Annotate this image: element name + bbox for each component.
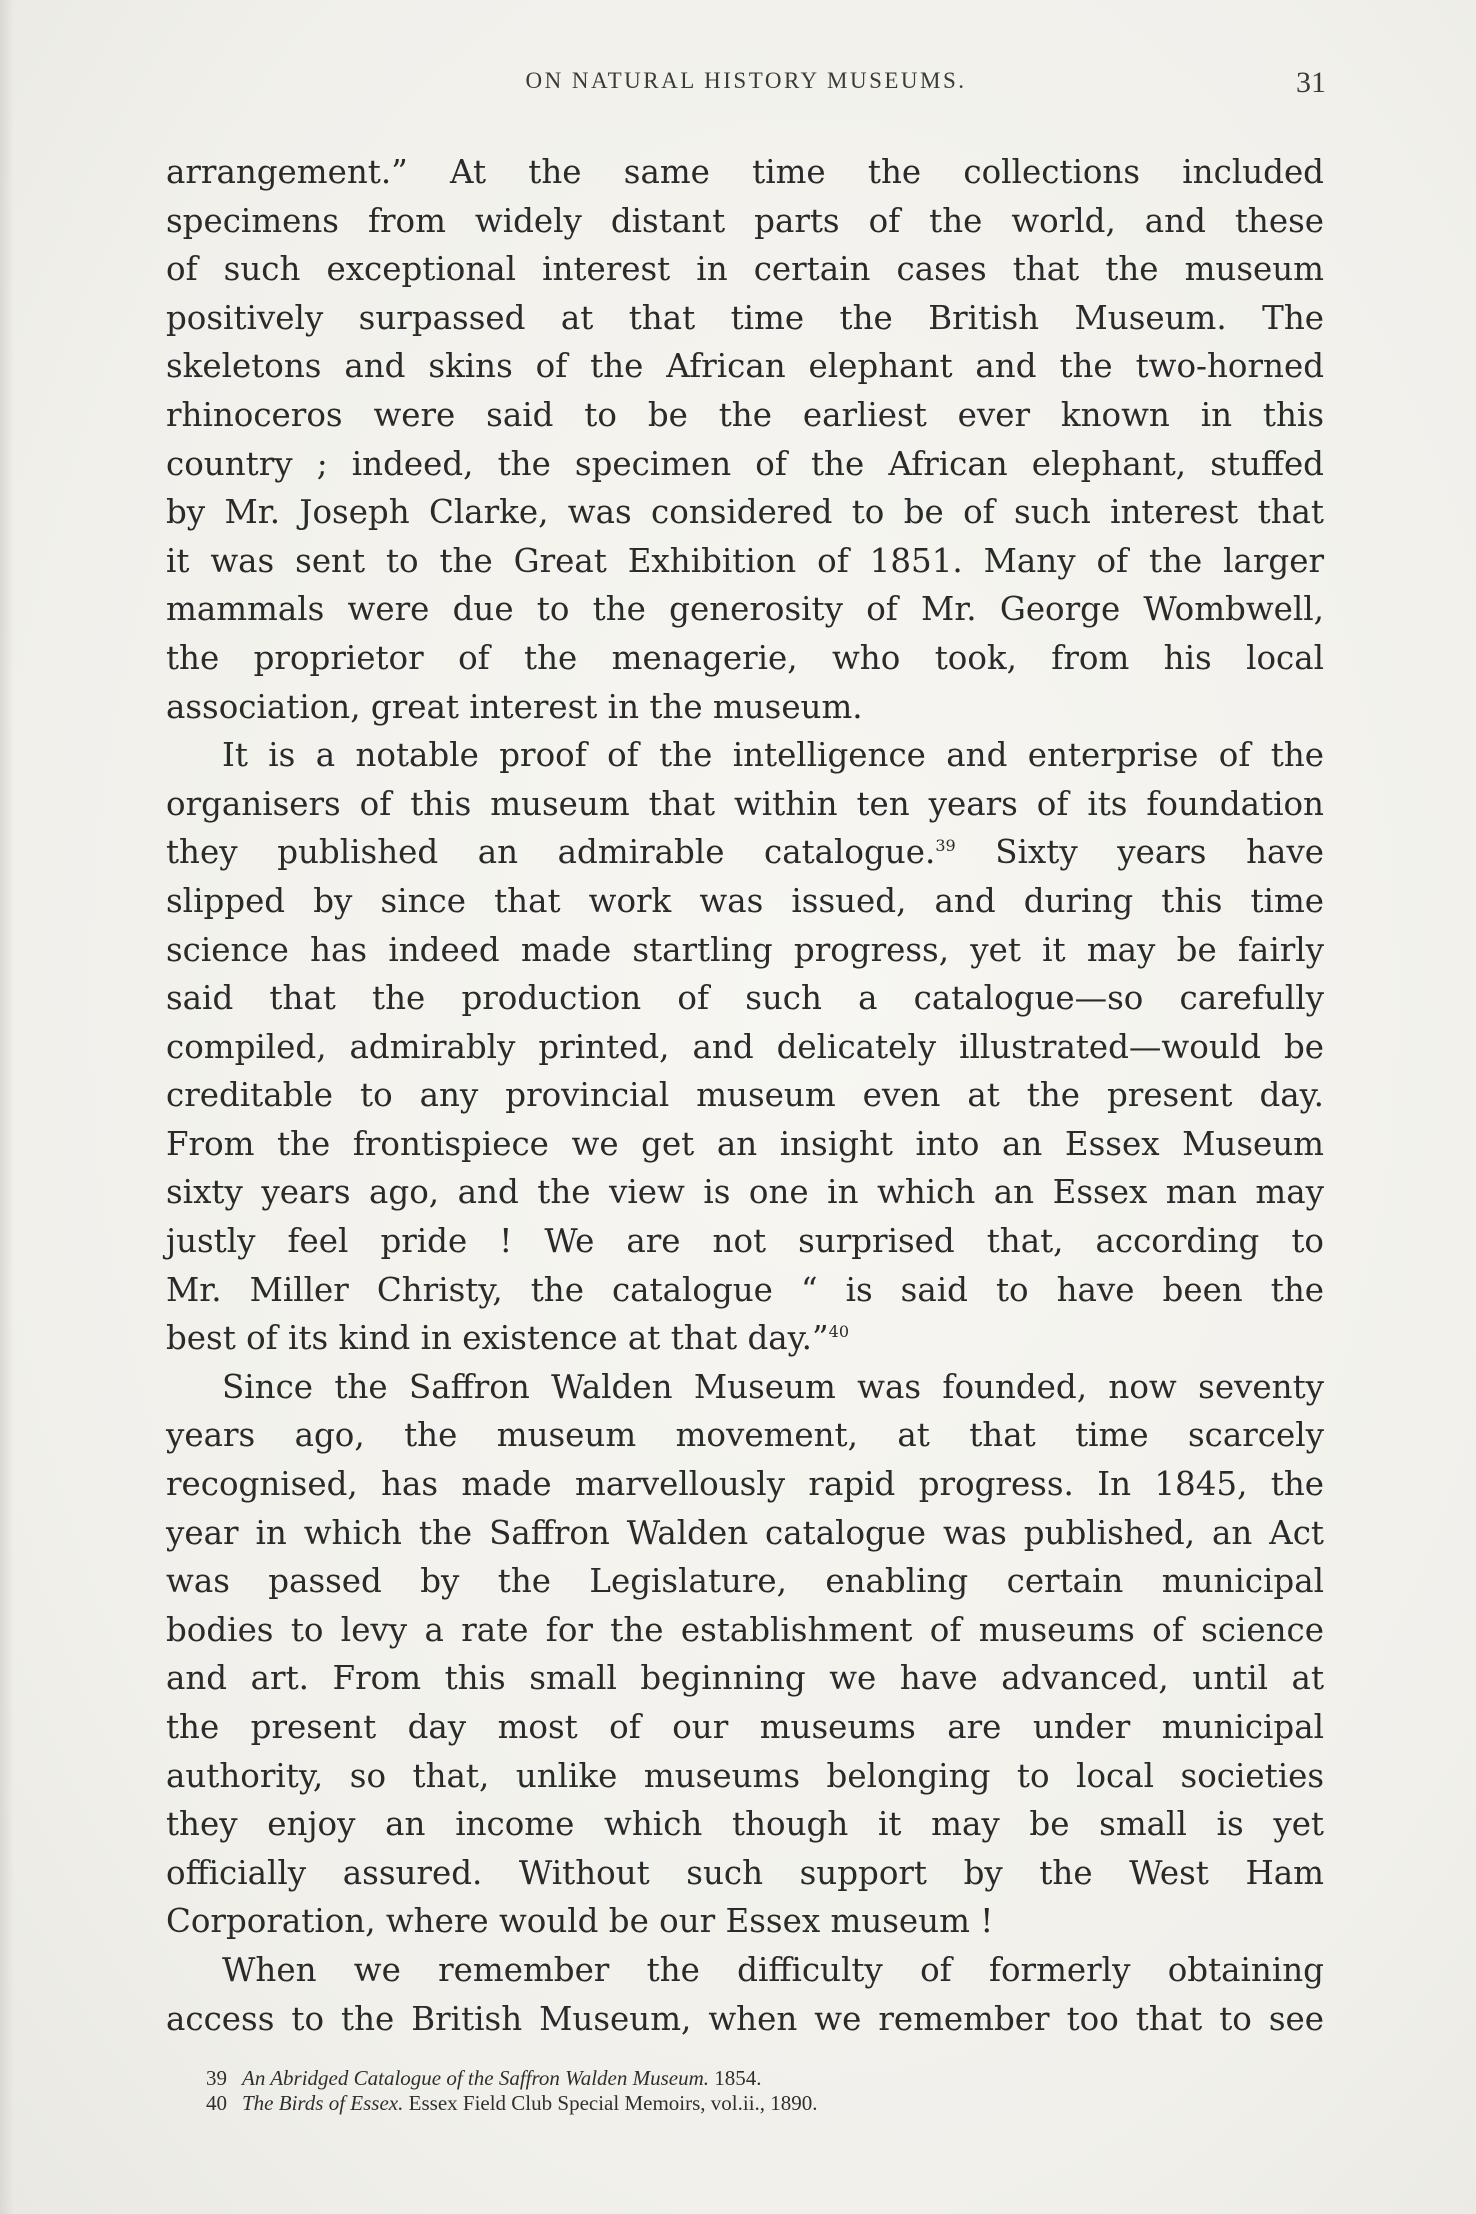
text-line-content: by Mr. Joseph Clarke, was considered to be of such interest that [166, 493, 1324, 532]
text-line [166, 1606, 1324, 1655]
text-line [166, 926, 1324, 975]
text-line-content: mammals were due to the generosity of Mr. George Wombwell, [166, 590, 1324, 629]
footnote-title: An Abridged Catalogue of the Saffron Walden Museum. [242, 2066, 710, 2090]
text-line-content: association, great interest in the museum. [166, 687, 863, 726]
text-line [166, 1314, 1324, 1363]
text-line [166, 634, 1324, 683]
text-line [166, 1217, 1324, 1266]
text-line-content: When we remember the difficulty of formerly obtaining [222, 1950, 1324, 1989]
text-line-content: bodies to levy a rate for the establishment of museums of science [166, 1610, 1324, 1649]
text-line [166, 1120, 1324, 1169]
text-line [166, 1266, 1324, 1315]
text-line-content: said that the production of such a catalogue—so carefully [166, 979, 1324, 1018]
text-line-content: It is a notable proof of the intelligence and enterprise of the [222, 736, 1324, 775]
text-line-content: creditable to any provincial museum even at the present day. [166, 1076, 1324, 1115]
text-line [166, 1557, 1324, 1606]
text-line-content: years ago, the museum movement, at that time scarcely [166, 1416, 1324, 1455]
text-line [166, 683, 1324, 732]
text-line-content: Mr. Miller Christy, the catalogue “ is said to have been the [166, 1270, 1324, 1309]
footnote-details: 1854. [709, 2066, 762, 2090]
text-line [166, 1411, 1324, 1460]
page-edge-shadow [0, 0, 14, 2214]
footnotes [206, 2066, 1256, 2116]
text-line-content: access to the British Museum, when we remember too that to see [166, 1999, 1324, 2038]
text-line [166, 1995, 1324, 2044]
text-line [166, 1897, 1324, 1946]
text-line-content: science has indeed made startling progress, yet it may be fairly [166, 930, 1324, 969]
text-line-content: they enjoy an income which though it may be small is yet [166, 1805, 1324, 1844]
text-line [166, 1460, 1324, 1509]
footnote-number: 40 [206, 2091, 227, 2115]
text-line [166, 1800, 1324, 1849]
text-line-content: of such exceptional interest in certain cases that the museum [166, 250, 1324, 289]
text-line [166, 1752, 1324, 1801]
page-number: 31 [1296, 66, 1326, 99]
footnote-reference: 39 [935, 836, 956, 856]
text-line [166, 148, 1324, 197]
text-line-content: From the frontispiece we get an insight into an Essex Museum [166, 1124, 1324, 1163]
text-line-content: arrangement.” At the same time the collections included [166, 153, 1324, 191]
footnote-details: Essex Field Club Special Memoirs, vol.ii., 1890. [403, 2091, 818, 2115]
text-line-content: it was sent to the Great Exhibition of 1851. Many of the larger [166, 541, 1324, 580]
text-line-content: organisers of this museum that within ten years of its foundation [166, 784, 1324, 823]
body-text [166, 148, 1324, 2043]
text-line-content: justly feel pride ! We are not surprised that, according to [166, 1222, 1324, 1261]
text-line-content: year in which the Saffron Walden catalogue was published, an Act [166, 1513, 1324, 1552]
text-line [166, 1946, 1324, 1995]
text-line-content: skeletons and skins of the African elephant and the two-horned [166, 347, 1324, 386]
text-line-content: recognised, has made marvellously rapid progress. In 1845, the [166, 1465, 1324, 1504]
text-line-content: officially assured. Without such support by the West Ham [166, 1853, 1324, 1892]
text-line [166, 828, 1324, 877]
footnote-title: The Birds of Essex. [242, 2091, 404, 2115]
text-line [166, 537, 1324, 586]
text-line [166, 780, 1324, 829]
text-line [166, 1654, 1324, 1703]
text-line-content: country ; indeed, the specimen of the African elephant, stuffed [166, 444, 1324, 483]
text-line-content: slipped by since that work was issued, and during this time [166, 881, 1324, 920]
text-line [166, 974, 1324, 1023]
text-line-content: Corporation, where would be our Essex museum ! [166, 1902, 994, 1941]
footnote [206, 2066, 1256, 2091]
text-line-content: authority, so that, unlike museums belonging to local societies [166, 1756, 1324, 1795]
text-line [166, 294, 1324, 343]
text-line [166, 585, 1324, 634]
text-line [166, 245, 1324, 294]
footnote [206, 2091, 1256, 2116]
text-line-content: the proprietor of the menagerie, who took, from his local [166, 638, 1324, 677]
text-line [166, 440, 1324, 489]
text-line [166, 1703, 1324, 1752]
text-line [166, 391, 1324, 440]
text-line-content: Since the Saffron Walden Museum was founded, now seventy [222, 1367, 1324, 1406]
text-line [166, 1023, 1324, 1072]
text-line-content: the present day most of our museums are under municipal [166, 1708, 1324, 1746]
text-line-content: compiled, admirably printed, and delicately illustrated—would be [166, 1027, 1324, 1066]
text-line-content: and art. From this small beginning we have advanced, until at [166, 1659, 1324, 1698]
running-head [166, 66, 1326, 106]
footnote-number: 39 [206, 2066, 227, 2090]
text-line [166, 1509, 1324, 1558]
text-line-continuation: Sixty years have [955, 833, 1324, 872]
text-line [166, 342, 1324, 391]
footnote-reference: 40 [828, 1322, 849, 1342]
text-line-content: rhinoceros were said to be the earliest ever known in this [166, 395, 1324, 434]
text-line [166, 1363, 1324, 1412]
text-line [166, 197, 1324, 246]
text-line [166, 488, 1324, 537]
text-line-content: specimens from widely distant parts of the world, and these [166, 201, 1324, 240]
text-line-content: was passed by the Legislature, enabling certain municipal [166, 1562, 1324, 1601]
text-line-content: positively surpassed at that time the British Museum. The [166, 298, 1324, 337]
text-line [166, 1071, 1324, 1120]
text-line [166, 1849, 1324, 1898]
text-line-content: sixty years ago, and the view is one in which an Essex man may [166, 1173, 1324, 1212]
text-line-content: they published an admirable catalogue. [166, 833, 936, 872]
running-title: ON NATURAL HISTORY MUSEUMS. [525, 68, 967, 93]
text-line [166, 1168, 1324, 1217]
text-line [166, 877, 1324, 926]
text-line-content: best of its kind in existence at that day.” [166, 1319, 829, 1358]
text-line [166, 731, 1324, 780]
